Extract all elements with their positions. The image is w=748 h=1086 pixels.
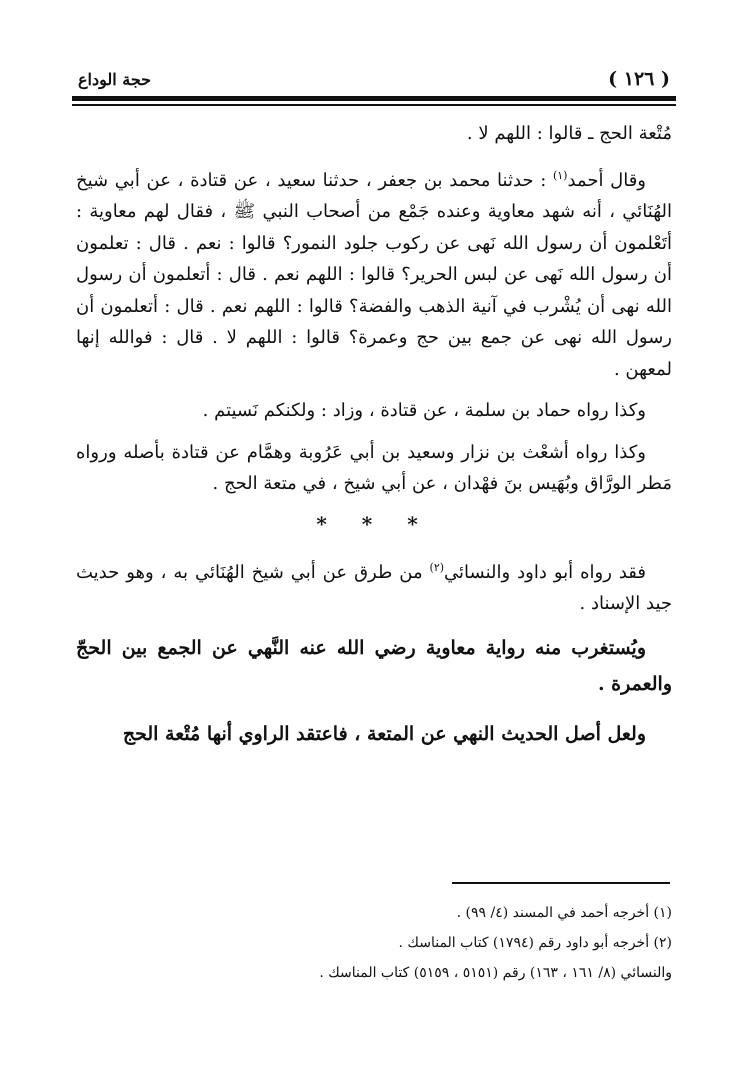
paragraph-5-start: فقد رواه أبو داود والنسائي <box>444 561 646 583</box>
footnotes <box>76 898 672 988</box>
footnote-2: (٢) أخرجه أبو داود رقم (١٧٩٤) كتاب المناسك . <box>398 935 672 951</box>
paragraph-6: ويُستغرب منه رواية معاوية رضي الله عنه النَّهي عن الجمع بين الحجّ والعمرة . <box>76 636 672 695</box>
paragraph-2-start: وقال أحمد <box>567 169 646 191</box>
footnote-3: والنسائي (٨/ ١٦١ ، ١٦٣) رقم (٥١٥١ ، ٥١٥٩) كتاب المناسك . <box>319 965 672 981</box>
paragraph-5-rest: من طرق عن أبي شيخ الهُنَائي به ، وهو حديث جيد الإسناد . <box>76 561 672 614</box>
paragraph-5 <box>76 552 672 620</box>
paragraph-2 <box>76 160 672 386</box>
header-rule-thin <box>72 104 676 106</box>
paragraph-4: وكذا رواه أشعْث بن نزار وسعيد بن أبي عَرُوبة وهمَّام عن قتادة بأصله ورواه مَطر الورَّاق وبُهَيس بنَ فهْدان ، عن أبي شيخ ، في متعة الحج . <box>76 441 672 494</box>
header-rule-thick <box>72 96 676 101</box>
footnote-rule <box>452 882 670 884</box>
paragraph-3: وكذا رواه حماد بن سلمة ، عن قتادة ، وزاد : ولكنكم نَسيتم . <box>202 400 646 421</box>
footnote-marker-1: (١) <box>552 168 568 182</box>
paragraph-2-rest: : حدثنا محمد بن جعفر ، حدثنا سعيد ، عن قتادة ، عن أبي شيخ الهُنَائي ، أنه شهد معاوية وعنده جَمْع من أصحاب النبي ﷺ ، فقال لهم معاوية : أتَعْلمون أن رسول الله نَهى عن ركوب جلود النمور؟ قالوا : نعم . قال : تعلمون أن رسول الله نَهى عن لبس الحرير؟ قالوا : اللهم نعم . قال : أتعلمون أن رسول الله نهى أن يُشْرب في آنية الذهب والفضة؟ قالوا : اللهم نعم . قال : أتعلمون أن رسول الله نهى عن جمع بين حج وعمرة؟ قالوا : اللهم لا . قال : فوالله إنها لمعهن . <box>76 169 672 380</box>
footnote-marker-2: (٢) <box>429 560 445 574</box>
running-title: حجة الوداع <box>78 69 152 89</box>
page-header <box>78 68 670 90</box>
section-separator: * * * <box>316 511 432 536</box>
page-body <box>76 118 672 766</box>
page-number: ( ١٢٦ ) <box>608 68 670 90</box>
paragraph-1: مُتْعة الحج ـ قالوا : اللهم لا . <box>466 123 672 144</box>
footnote-1: (١) أخرجه أحمد في المسند (٤/ ٩٩) . <box>456 905 672 921</box>
paragraph-7: ولعل أصل الحديث النهي عن المتعة ، فاعتقد الراوي أنها مُتْعة الحج <box>122 722 646 745</box>
